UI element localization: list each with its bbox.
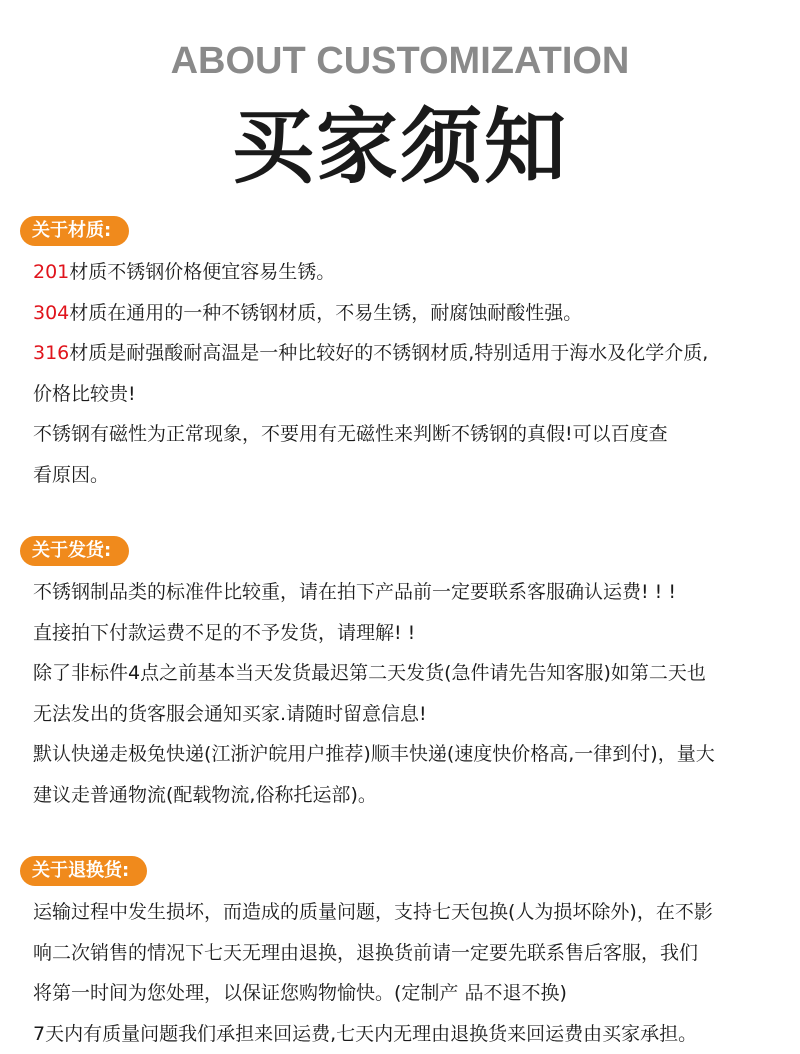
text-line: 除了非标件4点之前基本当天发货最迟第二天发货(急件请先告知客服)如第二天也 xyxy=(33,662,706,684)
text-line: 响二次销售的情况下七天无理由退换，退换货前请一定要先联系售后客服，我们 xyxy=(33,941,699,964)
page-title: 买家须知 xyxy=(231,100,568,195)
grade-number: 316 xyxy=(33,342,70,364)
text-line: 直接拍下付款运费不足的不予发货，请理解! ! xyxy=(33,621,416,644)
section-shipping xyxy=(23,536,783,815)
line-text: 材质在通用的一种不锈钢材质，不易生锈，耐腐蚀耐酸性强。 xyxy=(69,301,583,324)
grade-number: 304 xyxy=(33,301,70,324)
text-line: 不锈钢制品类的标准件比较重，请在拍下产品前一定要联系客服确认运费! ! ! xyxy=(33,581,676,603)
text-line: 建议走普通物流(配载物流,俗称托运部)。 xyxy=(33,783,377,806)
grade-number: 201 xyxy=(33,261,70,283)
text-line: 不锈钢有磁性为正常现象，不要用有无磁性来判断不锈钢的真假!可以百度查 xyxy=(33,423,668,445)
text-line xyxy=(23,333,783,374)
text-line: 价格比较贵! xyxy=(33,382,136,405)
section-returns xyxy=(23,856,783,1054)
text-line xyxy=(23,293,783,334)
text-line xyxy=(23,252,783,293)
text-line: 看原因。 xyxy=(33,463,110,486)
section-material xyxy=(23,216,783,495)
line-text: 材质不锈钢价格便宜容易生锈。 xyxy=(69,261,336,283)
section-badge-material: 关于材质: xyxy=(20,216,129,246)
text-line: 无法发出的货客服会通知买家.请随时留意信息! xyxy=(33,702,427,725)
line-text: 材质是耐强酸耐高温是一种比较好的不锈钢材质,特别适用于海水及化学介质, xyxy=(69,342,709,364)
header-english-title: ABOUT CUSTOMIZATION xyxy=(170,40,630,82)
text-line: 默认快递走极兔快递(江浙沪皖用户推荐)顺丰快递(速度快价格高,一律到付)，量大 xyxy=(33,743,715,765)
text-line: 7天内有质量问题我们承担来回运费,七天内无理由退换货来回运费由买家承担。 xyxy=(33,1022,698,1045)
text-line: 将第一时间为您处理，以保证您购物愉快。(定制产 品不退不换) xyxy=(33,982,567,1004)
section-badge-shipping: 关于发货: xyxy=(20,536,129,566)
text-line: 运输过程中发生损坏，而造成的质量问题，支持七天包换(人为损坏除外)，在不影 xyxy=(33,901,713,923)
section-badge-returns: 关于退换货: xyxy=(20,856,147,886)
